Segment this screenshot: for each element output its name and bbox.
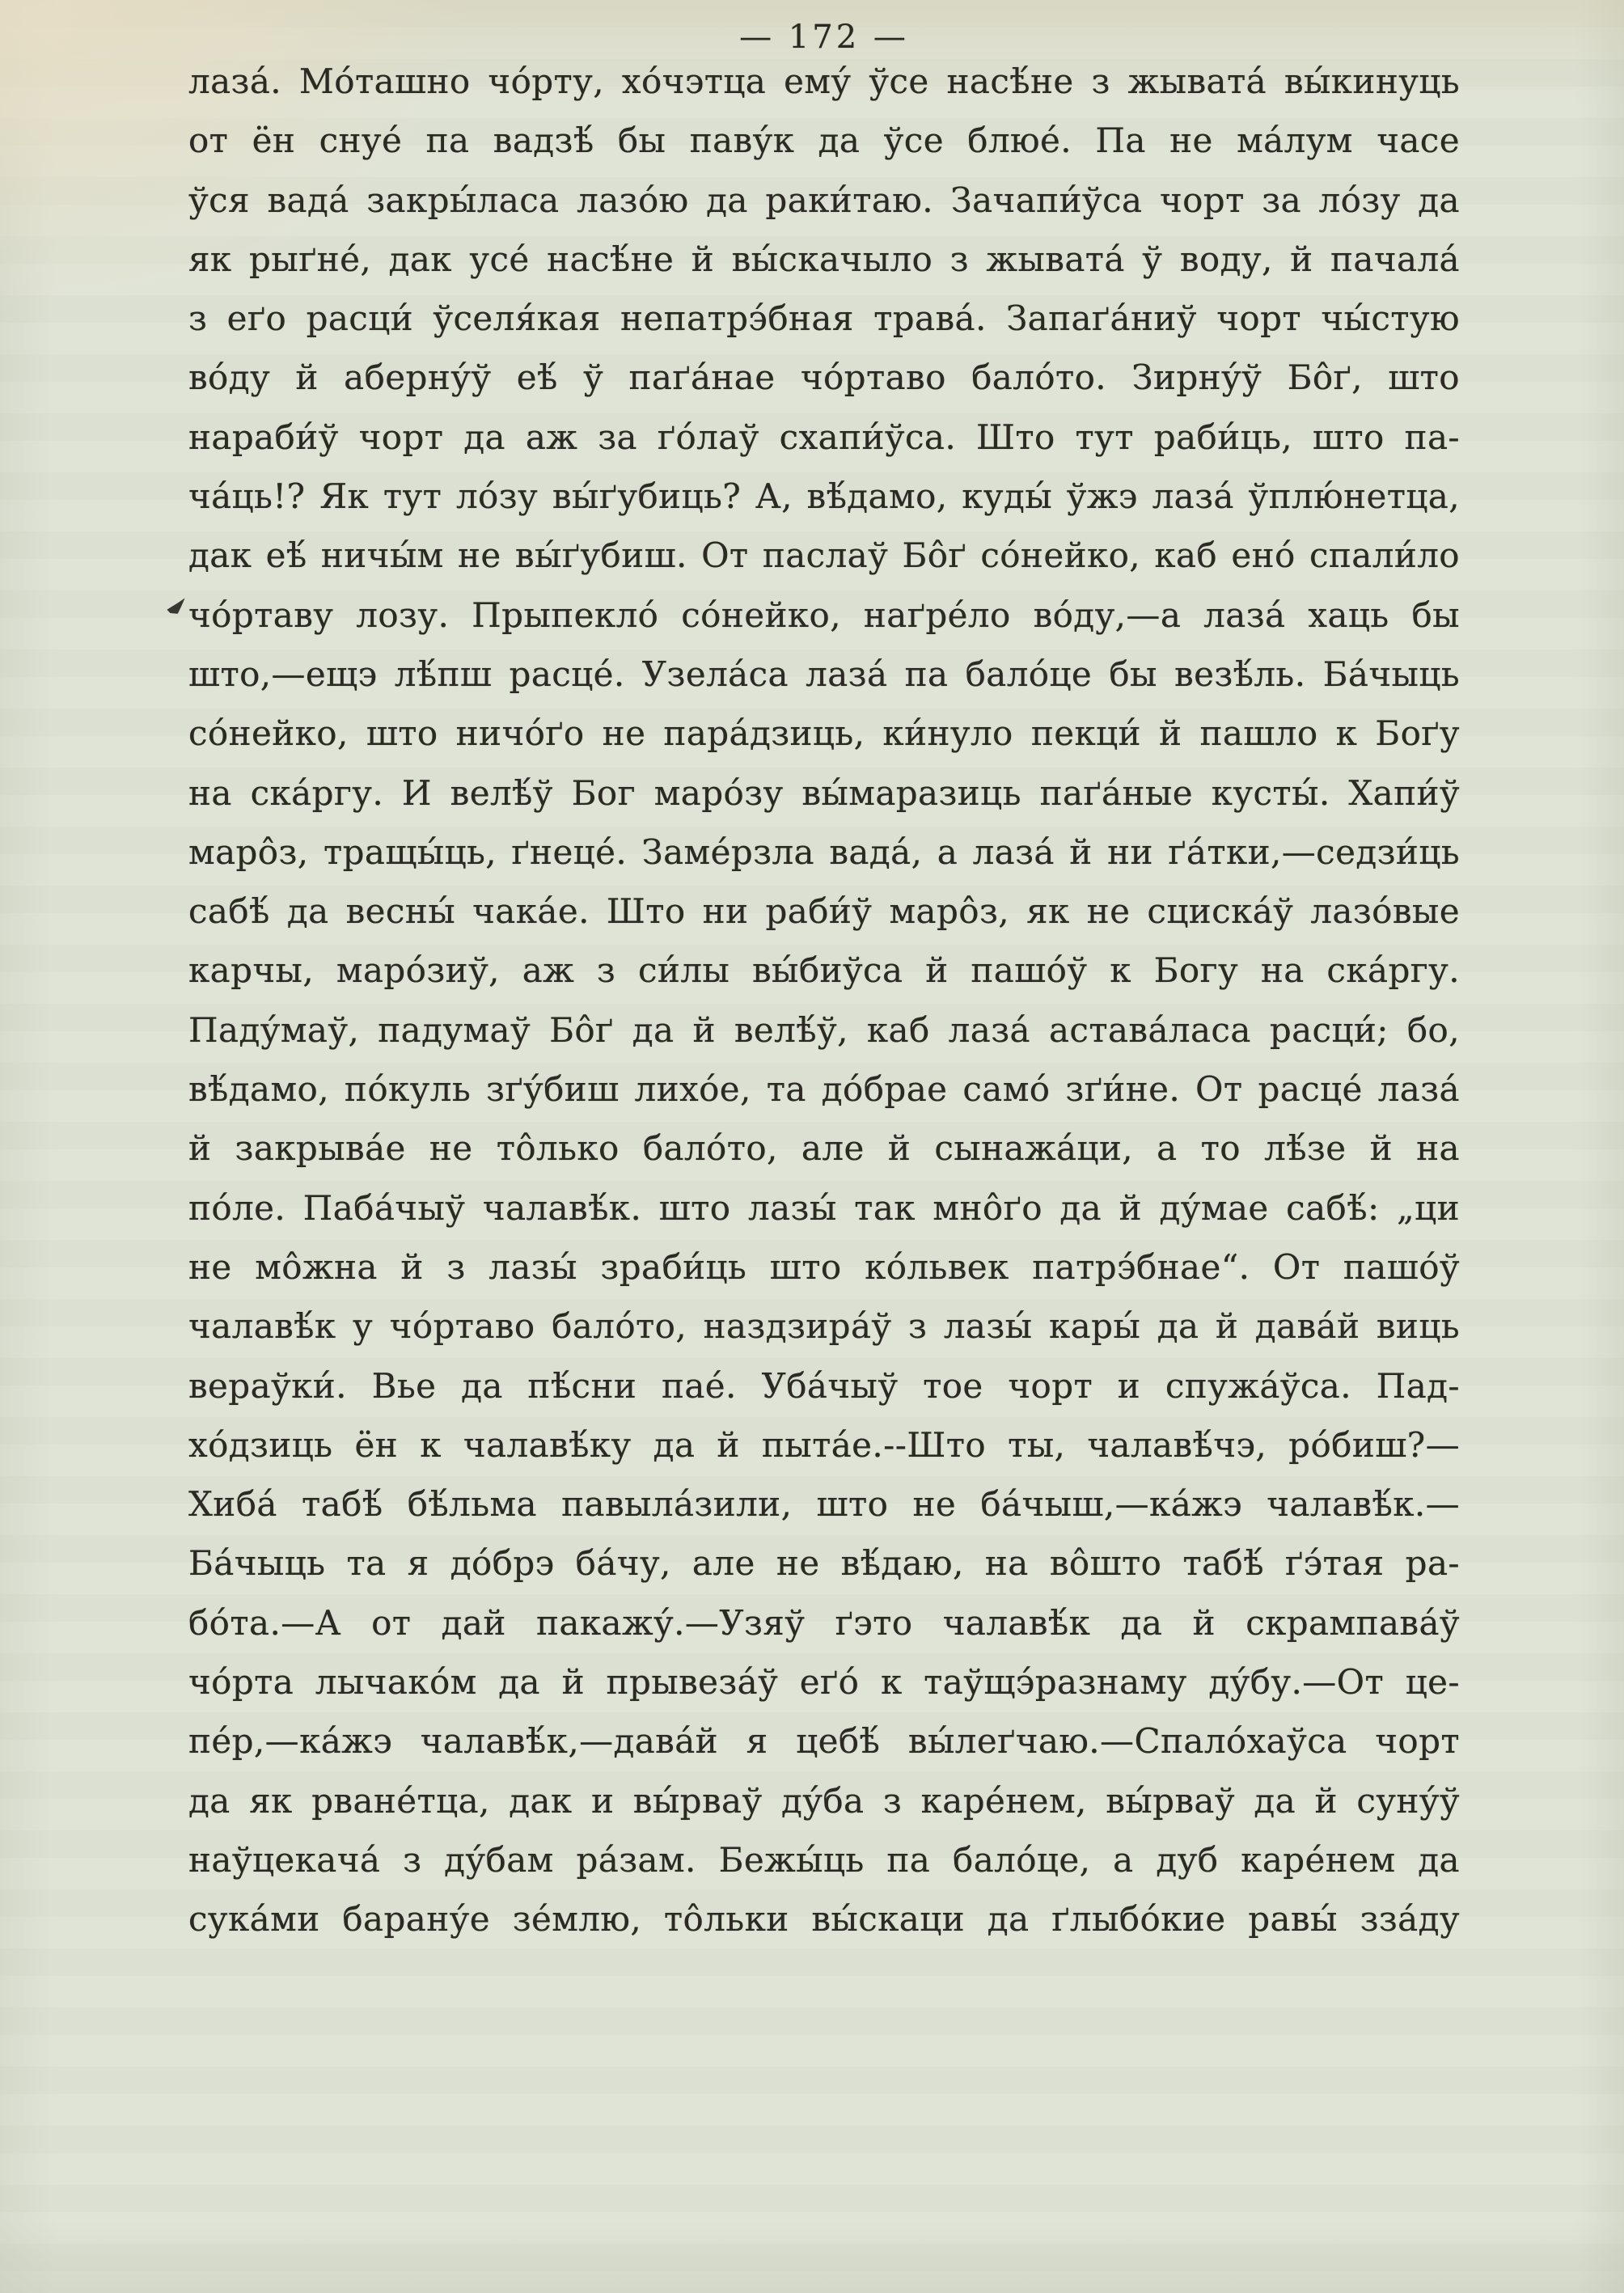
page-number: — 172 — — [739, 19, 909, 56]
body-text-line: вераўки́. Вье да пѣ́сни пае́. Уба́чыў тое чорт и спужа́ўса. Пад- — [188, 1365, 1460, 1406]
body-text-line: да як рване́тца, дак и вы́рваў ду́ба з каре́нем, вы́рваў да й суну́ў — [188, 1780, 1460, 1821]
body-text-line: ча́ць!? Як тут ло́зу вы́ґубиць? А, вѣ́дамо, куды́ ўжэ лаза́ ўплю́нетца, — [188, 476, 1460, 517]
body-text-line: й закрыва́е не то̂лько бало́то, але й сынажа́ци, а то лѣ́зе й на — [188, 1128, 1460, 1169]
body-text-line: Хиба́ табѣ́ бѣ́льма павыла́зили, што не ба́чыш,—ка́жэ чалавѣ́к.— — [188, 1484, 1460, 1525]
body-text-line: наўцекача́ з ду́бам ра́зам. Бежы́ць па бало́це, а дуб каре́нем да — [188, 1839, 1460, 1880]
body-text-line: з еґо расци́ ўселя́кая непатрэ́бная трава́. Запаґа́ниў чорт чы́стую — [188, 298, 1460, 339]
body-text-line: дак еѣ́ ничы́м не вы́ґубиш. От паслаў Бо̂ґ со́нейко, каб ено́ спали́ло — [188, 535, 1460, 576]
body-text — [188, 52, 1460, 1949]
body-text-line: вѣ́дамо, по́куль зґу́биш лихо́е, та до́брае само́ зґи́не. От расце́ лаза́ — [188, 1069, 1460, 1110]
body-text-line: што,—ещэ лѣ́пш расце́. Узела́са лаза́ па бало́це бы везѣ́ль. Ба́чыць — [188, 654, 1460, 694]
body-text-line: от ён снуе́ па вадзѣ́ бы паву́к да ўсе блюе́. Па не ма́лум часе — [188, 121, 1460, 161]
body-text-line: чо́ртаву лозу. Прыпекло́ со́нейко, наґре́ло во́ду,—а лаза́ хаць бы — [188, 594, 1460, 635]
body-text-line: чалавѣ́к у чо́ртаво бало́то, наздзира́ў з лазы́ кары́ да й дава́й виць — [188, 1306, 1460, 1347]
body-text-line: хо́дзиць ён к чалавѣ́ку да й пыта́е.--Што ты, чалавѣ́чэ, ро́биш?— — [188, 1424, 1460, 1465]
body-text-line: Ба́чыць та я до́брэ ба́чу, але не вѣ́даю, на во̂што табѣ́ ґэ́тая ра- — [188, 1543, 1460, 1584]
body-text-line: по́ле. Паба́чыў чалавѣ́к. што лазы́ так мно̂ґо да й ду́мае сабѣ́: „ци — [188, 1187, 1460, 1228]
body-text-line: маро̂з, тращы́ць, ґнеце́. Заме́рзла вада́, а лаза́ й ни ґа́тки,—седзи́ць — [188, 831, 1460, 872]
body-text-line: на ска́ргу. И велѣ́ў Бог маро́зу вы́маразиць паґа́ные кусты́. Хапи́ў — [188, 772, 1460, 813]
body-text-line: чо́рта лычако́м да й прывеза́ў еґо́ к таўщэ́разнаму ду́бу.—От це- — [188, 1662, 1460, 1703]
body-text-line: не мо̂жна й з лазы́ зраби́ць што ко́львек патрэ́бнае“. От пашо́ў — [188, 1246, 1460, 1287]
body-text-line: ўся вада́ закры́ласа лазо́ю да раки́таю. Зачапи́ўса чорт за ло́зу да — [188, 180, 1460, 220]
body-text-line: сука́ми барану́е зе́млю, то̂льки вы́скаци да ґлыбо́кие равы́ зза́ду — [188, 1899, 1460, 1940]
body-text-line: пе́р,—ка́жэ чалавѣ́к,—дава́й я цебѣ́ вы́леґчаю.—Спало́хаўса чорт — [188, 1721, 1460, 1762]
body-text-line: во́ду й аберну́ў еѣ́ ў паґа́нае чо́ртаво бало́то. Зирну́ў Бо̂ґ, што — [188, 357, 1460, 398]
ink-smudge-icon — [166, 598, 187, 615]
body-text-line: карчы, маро́зиў, аж з си́лы вы́биўса й пашо́ў к Богу на ска́ргу. — [188, 950, 1460, 991]
body-text-line: сабѣ́ да весны́ чака́е. Што ни раби́ў маро̂з, як не сциска́ў лазо́вые — [188, 891, 1460, 932]
body-text-line: як рыґне́, дак усе́ насѣ́не й вы́скачыло з жывата́ ў воду, й пачала́ — [188, 239, 1460, 279]
body-text-line: лаза́. Мо́ташно чо́рту, хо́чэтца ему́ ўсе насѣ́не з жывата́ вы́кинуць — [188, 61, 1460, 101]
body-text-line: Паду́маў, падумаў Бо̂ґ да й велѣ́ў, каб лаза́ астава́ласа расци́; бо, — [188, 1009, 1460, 1050]
body-text-line: со́нейко, што ничо́ґо не пара́дзиць, ки́нуло пекци́ й пашло к Боґу — [188, 713, 1460, 754]
body-text-line: нараби́ў чорт да аж за ґо́лаў схапи́ўса. Што тут раби́ць, што па- — [188, 417, 1460, 457]
body-text-line: бо́та.—А от дай пакажу́.—Узяў ґэто чалавѣ́к да й скрампава́ў — [188, 1602, 1460, 1643]
